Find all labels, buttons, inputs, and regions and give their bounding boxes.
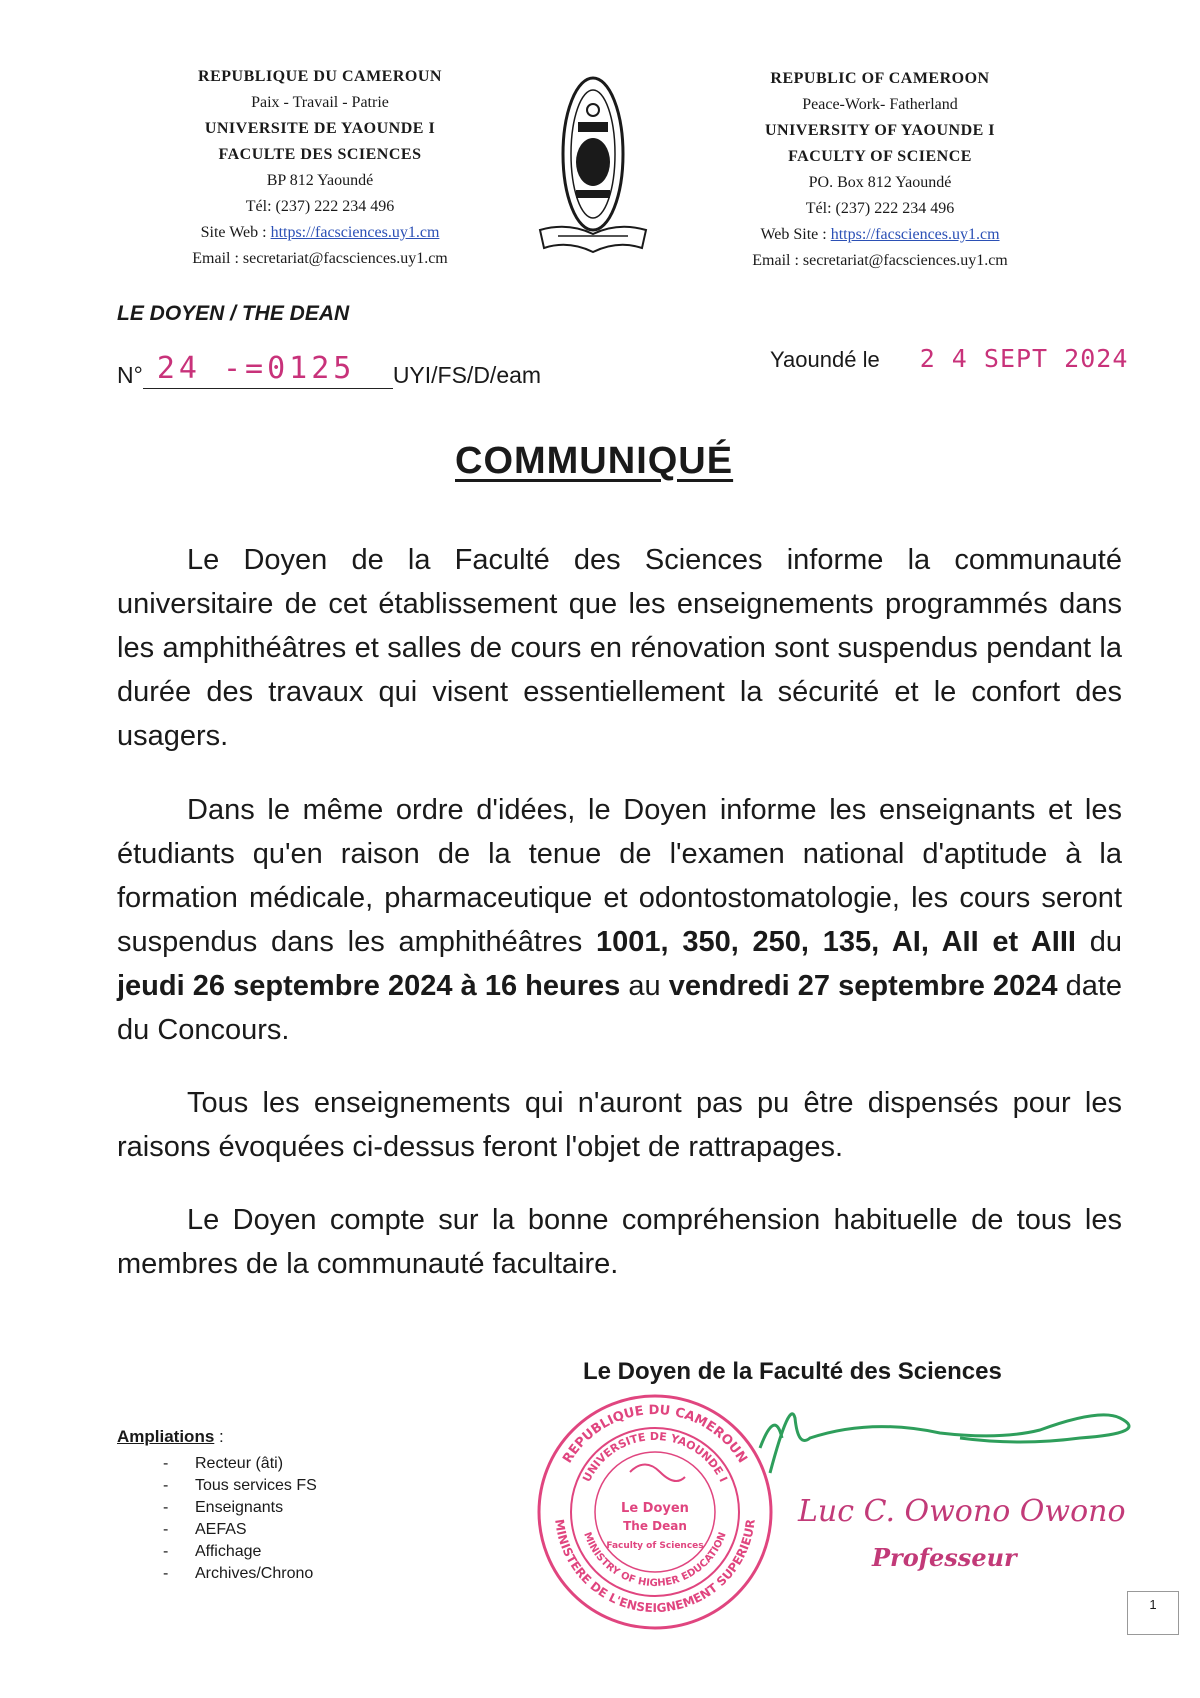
stamp-center-3: Faculty of Sciences xyxy=(606,1541,704,1551)
svg-text:MINISTRY OF HIGHER EDUCATION xyxy=(581,1531,728,1589)
signature-title: Le Doyen de la Faculté des Sciences xyxy=(583,1358,1002,1385)
suspension-end: vendredi 27 septembre 2024 xyxy=(668,970,1058,1002)
ampliations-heading: Ampliations xyxy=(117,1427,215,1446)
suspension-start: jeudi 26 septembre 2024 à 16 heures xyxy=(117,970,621,1002)
date-stamp: 2 4 SEPT 2024 xyxy=(919,344,1129,373)
header-left-address: BP 812 Yaoundé xyxy=(266,172,374,189)
stamp-ring-top: REPUBLIQUE DU CAMEROUN xyxy=(560,1402,750,1467)
stamp-inner-top: UNIVERSITE DE YAOUNDE I xyxy=(580,1429,730,1485)
list-item: - AEFAS xyxy=(163,1521,247,1538)
list-item: - Recteur (âti) xyxy=(163,1455,284,1472)
reference-handwritten-number: 24 -=0125 xyxy=(156,351,356,386)
date-label: Yaoundé le xyxy=(770,347,880,372)
page-title: COMMUNIQUÉ xyxy=(455,440,734,482)
stamp-center-2: The Dean xyxy=(623,1519,687,1533)
paragraph-3: Tous les enseignements qui n'auront pas pu être dispensés pour les raisons évoquées ci-dessus feront l'objet de rattrapages. xyxy=(117,1087,1122,1163)
stamp-center-1: Le Doyen xyxy=(621,1501,689,1516)
list-item: - Archives/Chrono xyxy=(163,1565,314,1582)
amphitheatres-list: 1001, 350, 250, 135, AI, AII et AIII xyxy=(596,926,1076,958)
header-left-phone: Tél: (237) 222 234 496 xyxy=(245,198,395,215)
header-right-email: Email : secretariat@facsciences.uy1.cm xyxy=(752,252,1008,269)
header-right-website-link[interactable]: https://facsciences.uy1.cm xyxy=(830,226,1000,243)
header-left-faculty: FACULTE DES SCIENCES xyxy=(218,146,422,163)
stamp-inner-bottom: MINISTRY OF HIGHER EDUCATION xyxy=(581,1530,729,1590)
reference-suffix: UYI/FS/D/eam xyxy=(392,362,542,388)
header-left-website: Site Web : https://facsciences.uy1.cm xyxy=(200,224,440,241)
ampliations: Ampliations : - Recteur (âti) - Tous services FS - Enseignants - AEFAS - Affichage - Archives/Chrono xyxy=(117,1427,317,1585)
paragraph-2: Dans le même ordre d'idées, le Doyen informe les enseignants et les étudiants qu'en raison de la tenue de l'examen national d'aptitude à la formation médicale, pharmaceutique et odontostomatologie, les cours seront suspendus dans les amphithéâtres 1001, 350, 250, 135, AI, AII et AIII du jeudi 26 septembre 2024 à 16 heures au vendredi 27 septembre 2024 date du Concours. xyxy=(117,794,1123,1046)
list-item: - Tous services FS xyxy=(163,1477,317,1494)
date-line xyxy=(770,344,1128,373)
page-number: 1 xyxy=(1127,1591,1179,1635)
header-right-university: UNIVERSITY OF YAOUNDE I xyxy=(764,122,996,139)
reference-number: N° 24 -=0125 UYI/FS/D/eam xyxy=(117,351,542,388)
header-right xyxy=(690,66,1070,274)
header-right-website: Web Site : https://facsciences.uy1.cm xyxy=(760,226,1000,243)
header-left-university: UNIVERSITE DE YAOUNDE I xyxy=(204,120,436,137)
header-left-motto: Paix - Travail - Patrie xyxy=(251,94,389,111)
header-left-email: Email : secretariat@facsciences.uy1.cm xyxy=(192,250,448,267)
dean-label: LE DOYEN / THE DEAN xyxy=(117,302,350,325)
header-right-faculty: FACULTY OF SCIENCE xyxy=(788,148,972,165)
stamp-ring-bottom: MINISTERE DE L'ENSEIGNEMENT SUPERIEUR xyxy=(552,1518,758,1616)
header-left xyxy=(130,64,510,272)
paragraph-4: Le Doyen compte sur la bonne compréhension habituelle de tous les membres de la communauté facultaire. xyxy=(117,1204,1122,1280)
header-left-country: REPUBLIQUE DU CAMEROUN xyxy=(198,68,442,85)
header-right-address: PO. Box 812 Yaoundé xyxy=(808,174,952,191)
signature-name: Luc C. Owono Owono xyxy=(798,1494,1126,1529)
signature-strokes xyxy=(700,1378,1160,1498)
header-right-country: REPUBLIC OF CAMEROON xyxy=(770,70,990,87)
list-item: - Enseignants xyxy=(163,1499,284,1516)
list-item: - Affichage xyxy=(163,1543,262,1560)
university-emblem xyxy=(538,72,648,272)
paragraph-1: Le Doyen de la Faculté des Sciences informe la communauté universitaire de cet établissement que les enseignements programmés dans les amphithéâtres et salles de cours en rénovation sont suspendus pendant la durée des travaux qui visent essentiellement la sécurité et le confort des usagers. xyxy=(117,544,1122,752)
ampliations-list xyxy=(117,1453,317,1585)
header-right-phone: Tél: (237) 222 234 496 xyxy=(805,200,955,217)
header-left-website-link[interactable]: https://facsciences.uy1.cm xyxy=(270,224,440,241)
header-right-motto: Peace-Work- Fatherland xyxy=(802,96,958,113)
signature-rank: Professeur xyxy=(872,1543,1017,1572)
